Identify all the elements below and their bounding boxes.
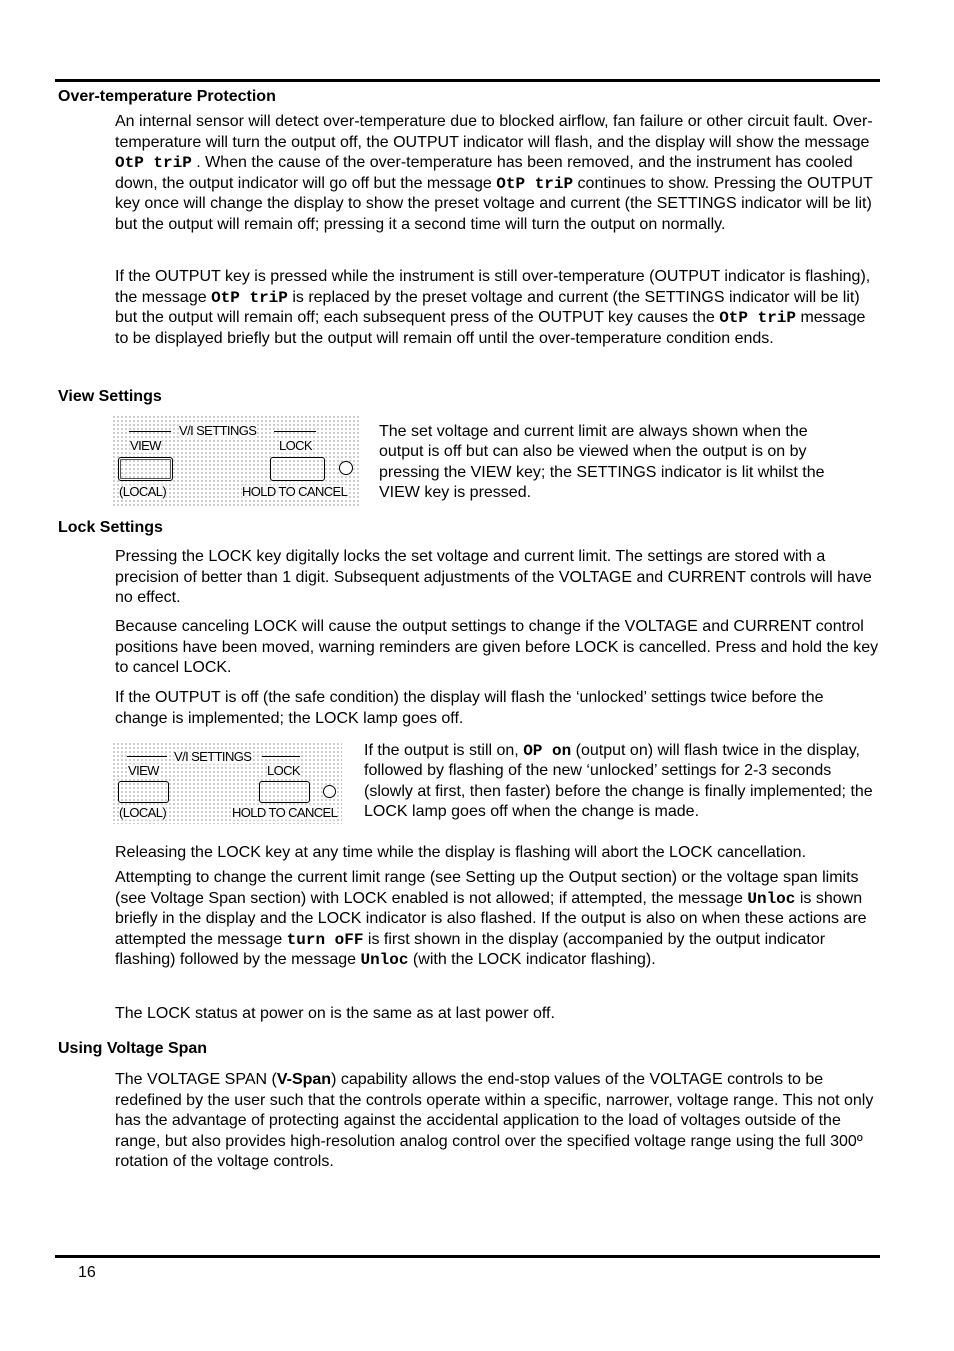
lock-paragraph-7: The LOCK status at power on is the same as at last power off. [115, 1005, 555, 1022]
vi-settings-panel-2 [112, 742, 342, 824]
display-message: Unloc [360, 951, 409, 969]
lock-paragraph-1: Pressing the LOCK key digitally locks the set voltage and current limit. The settings are stored with a precision of better than 1 digit. Subsequent adjustments of the VOLTAGE and CURRENT controls will have no effect. [115, 548, 872, 606]
lock-label: LOCK [267, 763, 301, 778]
lock-label: LOCK [279, 438, 313, 453]
vspan-term: V-Span [276, 1071, 332, 1088]
local-label: (LOCAL) [119, 805, 167, 820]
view-key-button[interactable] [118, 781, 169, 803]
lock-paragraph-4: If the output is still on, OP on (output on) will flash twice in the display, followed by flashing of the new ‘unlocked’ settings for 2-3 seconds (slowly at first, then faster) before the change is finally implemented; the LOCK lamp goes off when the change is made. [364, 742, 873, 820]
lock-paragraph-6: Attempting to change the current limit range (see Setting up the Output section) or the voltage span limits (see Voltage Span section) with LOCK enabled is not allowed; if attempted, the message Unloc is shown briefly in the display and the LOCK indicator is also flashed. If the output is also on when these actions are attempted the message turn oFF is first shown in the display (accompanied by the output indicator flashing) followed by the message Unloc (with the LOCK indicator flashing). [115, 869, 867, 969]
otp-paragraph-2: If the OUTPUT key is pressed while the instrument is still over-temperature (OUTPUT indicator is flashing), the message OtP triP is replaced by the preset voltage and current (the SETTINGS indicator will be lit) but the output will remain off; each subsequent press of the OUTPUT key causes the OtP triP message to be displayed briefly but the output will remain off until the over-temperature condition ends. [115, 268, 871, 347]
display-message: OtP triP [719, 309, 796, 327]
view-key-button[interactable] [118, 457, 173, 481]
lock-paragraph-5: Releasing the LOCK key at any time while the display is flashing will abort the LOCK cancellation. [115, 844, 807, 861]
heading-using-voltage-span: Using Voltage Span [58, 1040, 208, 1057]
lock-lamp-icon [323, 785, 336, 798]
lock-lamp-icon [339, 461, 353, 475]
view-label: VIEW [128, 763, 159, 778]
vspan-paragraph: The VOLTAGE SPAN (V-Span) capability allows the end-stop values of the VOLTAGE controls to be redefined by the user such that the controls operate within a specific, narrower, voltage range. This not only has the advantage of protecting against the accidental application to the load of voltages outside of the range, but also provides high-resolution analog control over the specified voltage range using the full 300º rotation of the voltage controls. [115, 1071, 874, 1170]
display-message: turn oFF [286, 930, 364, 949]
page-number: 16 [78, 1264, 96, 1281]
vi-settings-panel-1 [112, 415, 360, 507]
view-paragraph: The set voltage and current limit are always shown when the output is off but can also be viewed when the output is on by pressing the VIEW key; the SETTINGS indicator is lit whilst the VIEW key is pressed. [379, 423, 825, 501]
otp-paragraph-1: An internal sensor will detect over-temperature due to blocked airflow, fan failure or other circuit fault. Over-temperature will turn the output off, the OUTPUT indicator will flash, and the display will show the message OtP triP . When the cause of the over-temperature has been removed, and the instrument has cooled down, the output indicator will go off but the message OtP triP continues to show. Pressing the OUTPUT key once will change the display to show the preset voltage and current (the SETTINGS indicator will be lit) but the output will remain off; pressing it a second time will turn the output on normally. [115, 113, 873, 233]
lock-key-button[interactable] [270, 457, 325, 481]
panel-title: V/I SETTINGS [174, 749, 252, 764]
bottom-rule [55, 1255, 880, 1258]
lock-paragraph-2: Because canceling LOCK will cause the output settings to change if the VOLTAGE and CURRENT control positions have been moved, warning reminders are given before LOCK is cancelled. Press and hold the key to cancel LOCK. [115, 618, 879, 676]
view-label: VIEW [130, 438, 161, 453]
display-message: OtP triP [211, 288, 288, 307]
display-message: OtP triP [115, 154, 192, 172]
heading-over-temperature: Over-temperature Protection [58, 88, 276, 105]
heading-lock-settings: Lock Settings [58, 519, 163, 536]
display-message: Unloc [747, 889, 796, 908]
top-rule [55, 79, 880, 82]
display-message: OP on [523, 742, 572, 760]
panel-title: V/I SETTINGS [179, 423, 257, 438]
heading-view-settings: View Settings [58, 388, 162, 405]
hold-to-cancel-label: HOLD TO CANCEL [242, 484, 348, 499]
display-message: OtP triP [496, 174, 574, 193]
local-label: (LOCAL) [119, 484, 167, 499]
lock-key-button[interactable] [259, 781, 310, 803]
hold-to-cancel-label: HOLD TO CANCEL [232, 805, 338, 820]
lock-paragraph-3: If the OUTPUT is off (the safe condition) the display will flash the ‘unlocked’ settings twice before the change is implemented; the LOCK lamp goes off. [115, 689, 824, 727]
